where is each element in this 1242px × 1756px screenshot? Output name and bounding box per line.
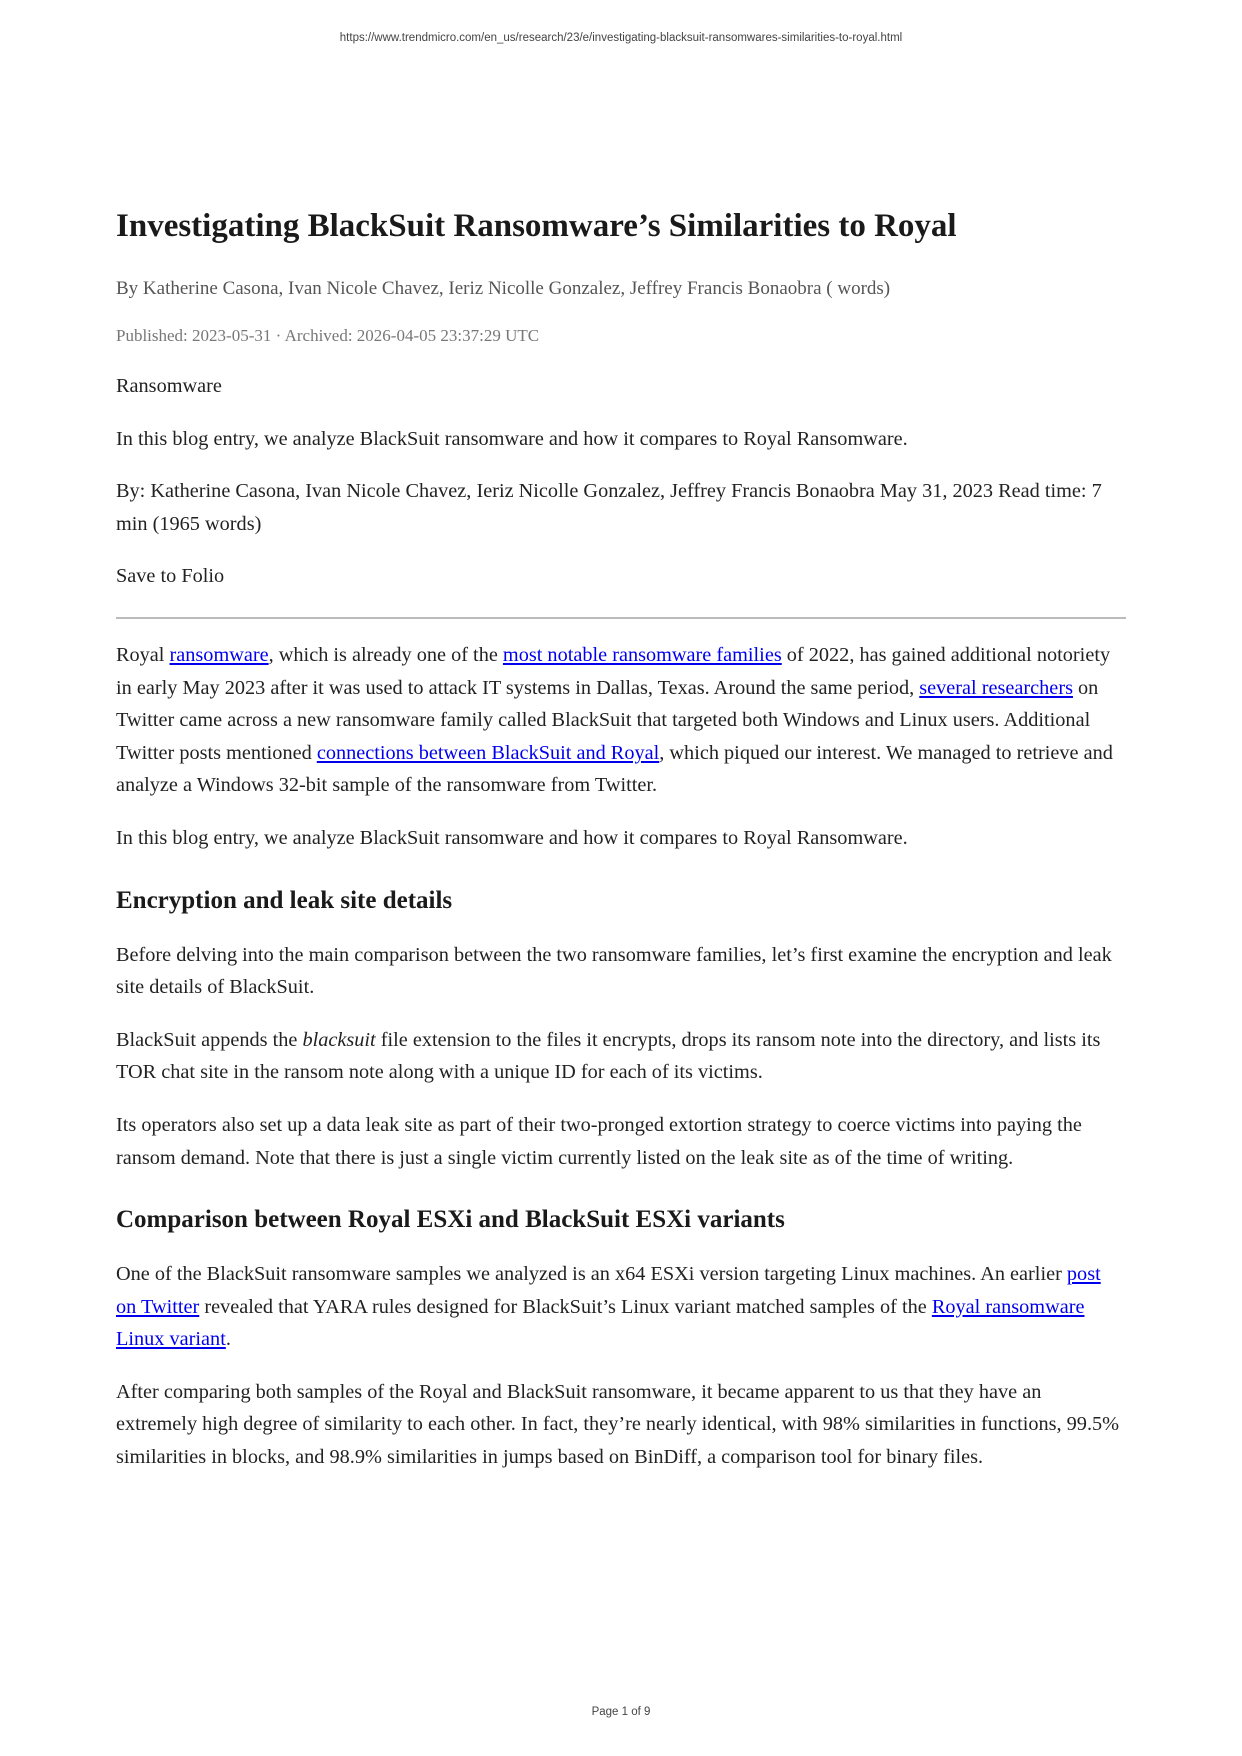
paragraph: Before delving into the main comparison between the two ransomware families, let’s first examine the encryption and leak site details of BlackSuit. <box>116 943 1112 999</box>
page-number: Page 1 of 9 <box>591 1706 651 1718</box>
page-title: Investigating BlackSuit Ransomware’s Similarities to Royal <box>116 208 957 244</box>
paragraph: In this blog entry, we analyze BlackSuit ransomware and how it compares to Royal Ransomware. <box>116 826 908 849</box>
text: . <box>225 1328 231 1351</box>
article <box>116 206 1126 1494</box>
link-royal-linux-variant[interactable]: Royal ransomware Linux variant <box>116 1295 1085 1351</box>
text: Royal <box>116 643 170 666</box>
text: , which is already one of the <box>268 643 503 666</box>
paragraph-intro <box>116 639 1126 802</box>
link-notable-families[interactable]: most notable ransomware families <box>502 643 782 666</box>
link-post-on-twitter[interactable]: post on Twitter <box>116 1263 1101 1318</box>
paragraph: Its operators also set up a data leak site as part of their two-pronged extortion strategy to coerce victims into paying the ransom demand. Note that there is just a single victim currently listed on the leak site as of the time of writing. <box>116 1113 1082 1169</box>
emphasis: blacksuit <box>302 1028 376 1051</box>
section-heading: Comparison between Royal ESXi and BlackSuit ESXi variants <box>116 1206 785 1234</box>
paragraph <box>116 1258 1126 1356</box>
text: , which piqued our interest. We managed to retrieve and analyze a Windows 32-bit sample of the ransomware from Twitter. <box>116 741 1113 797</box>
divider <box>116 617 1126 619</box>
header-url: https://www.trendmicro.com/en_us/research/23/e/investigating-blacksuit-ransomwares-similarities-to-royal.html <box>339 32 903 44</box>
save-to-folio[interactable]: Save to Folio <box>116 565 225 588</box>
summary: In this blog entry, we analyze BlackSuit ransomware and how it compares to Royal Ransomware. <box>116 427 908 450</box>
text: BlackSuit appends the <box>116 1028 303 1051</box>
text: of 2022, has gained additional notoriety in early May 2023 after it was used to attack IT systems in Dallas, Texas. Around the same period, <box>116 643 1111 699</box>
link-several-researchers[interactable]: several researchers <box>919 676 1073 699</box>
text: revealed that YARA rules designed for BlackSuit’s Linux variant matched samples of the <box>199 1295 932 1318</box>
byline: By Katherine Casona, Ivan Nicole Chavez, Ieriz Nicolle Gonzalez, Jeffrey Francis Bonaobra ( words) <box>116 278 891 299</box>
paragraph <box>116 1024 1126 1089</box>
link-ransomware[interactable]: ransomware <box>169 643 269 666</box>
text: file extension to the files it encrypts, drops its ransom note into the directory, and lists its TOR chat site in the ransom note along with a unique ID for each of its victims. <box>116 1028 1101 1084</box>
published-date: Published: 2023-05-31 · Archived: 2026-04-05 23:37:29 UTC <box>116 326 540 345</box>
text: on Twitter came across a new ransomware family called BlackSuit that targeted both Windows and Linux users. Additional Twitter posts mentioned <box>116 676 1099 764</box>
link-connections[interactable]: connections between BlackSuit and Royal <box>316 741 660 764</box>
paragraph: After comparing both samples of the Royal and BlackSuit ransomware, it became apparent to us that they have an extremely high degree of similarity to each other. In fact, they’re nearly identical, with 98% similarities in functions, 99.5% similarities in blocks, and 98.9% similarities in jumps based on BinDiff, a comparison tool for binary files. <box>116 1380 1120 1469</box>
authors-line: By: Katherine Casona, Ivan Nicole Chavez, Ieriz Nicolle Gonzalez, Jeffrey Francis Bonaobra May 31, 2023 Read time: 7 min (1965 words) <box>116 480 1102 535</box>
category: Ransomware <box>116 375 222 397</box>
section-heading: Encryption and leak site details <box>116 886 453 914</box>
text: One of the BlackSuit ransomware samples we analyzed is an x64 ESXi version targeting Linux machines. An earlier <box>116 1263 1067 1286</box>
